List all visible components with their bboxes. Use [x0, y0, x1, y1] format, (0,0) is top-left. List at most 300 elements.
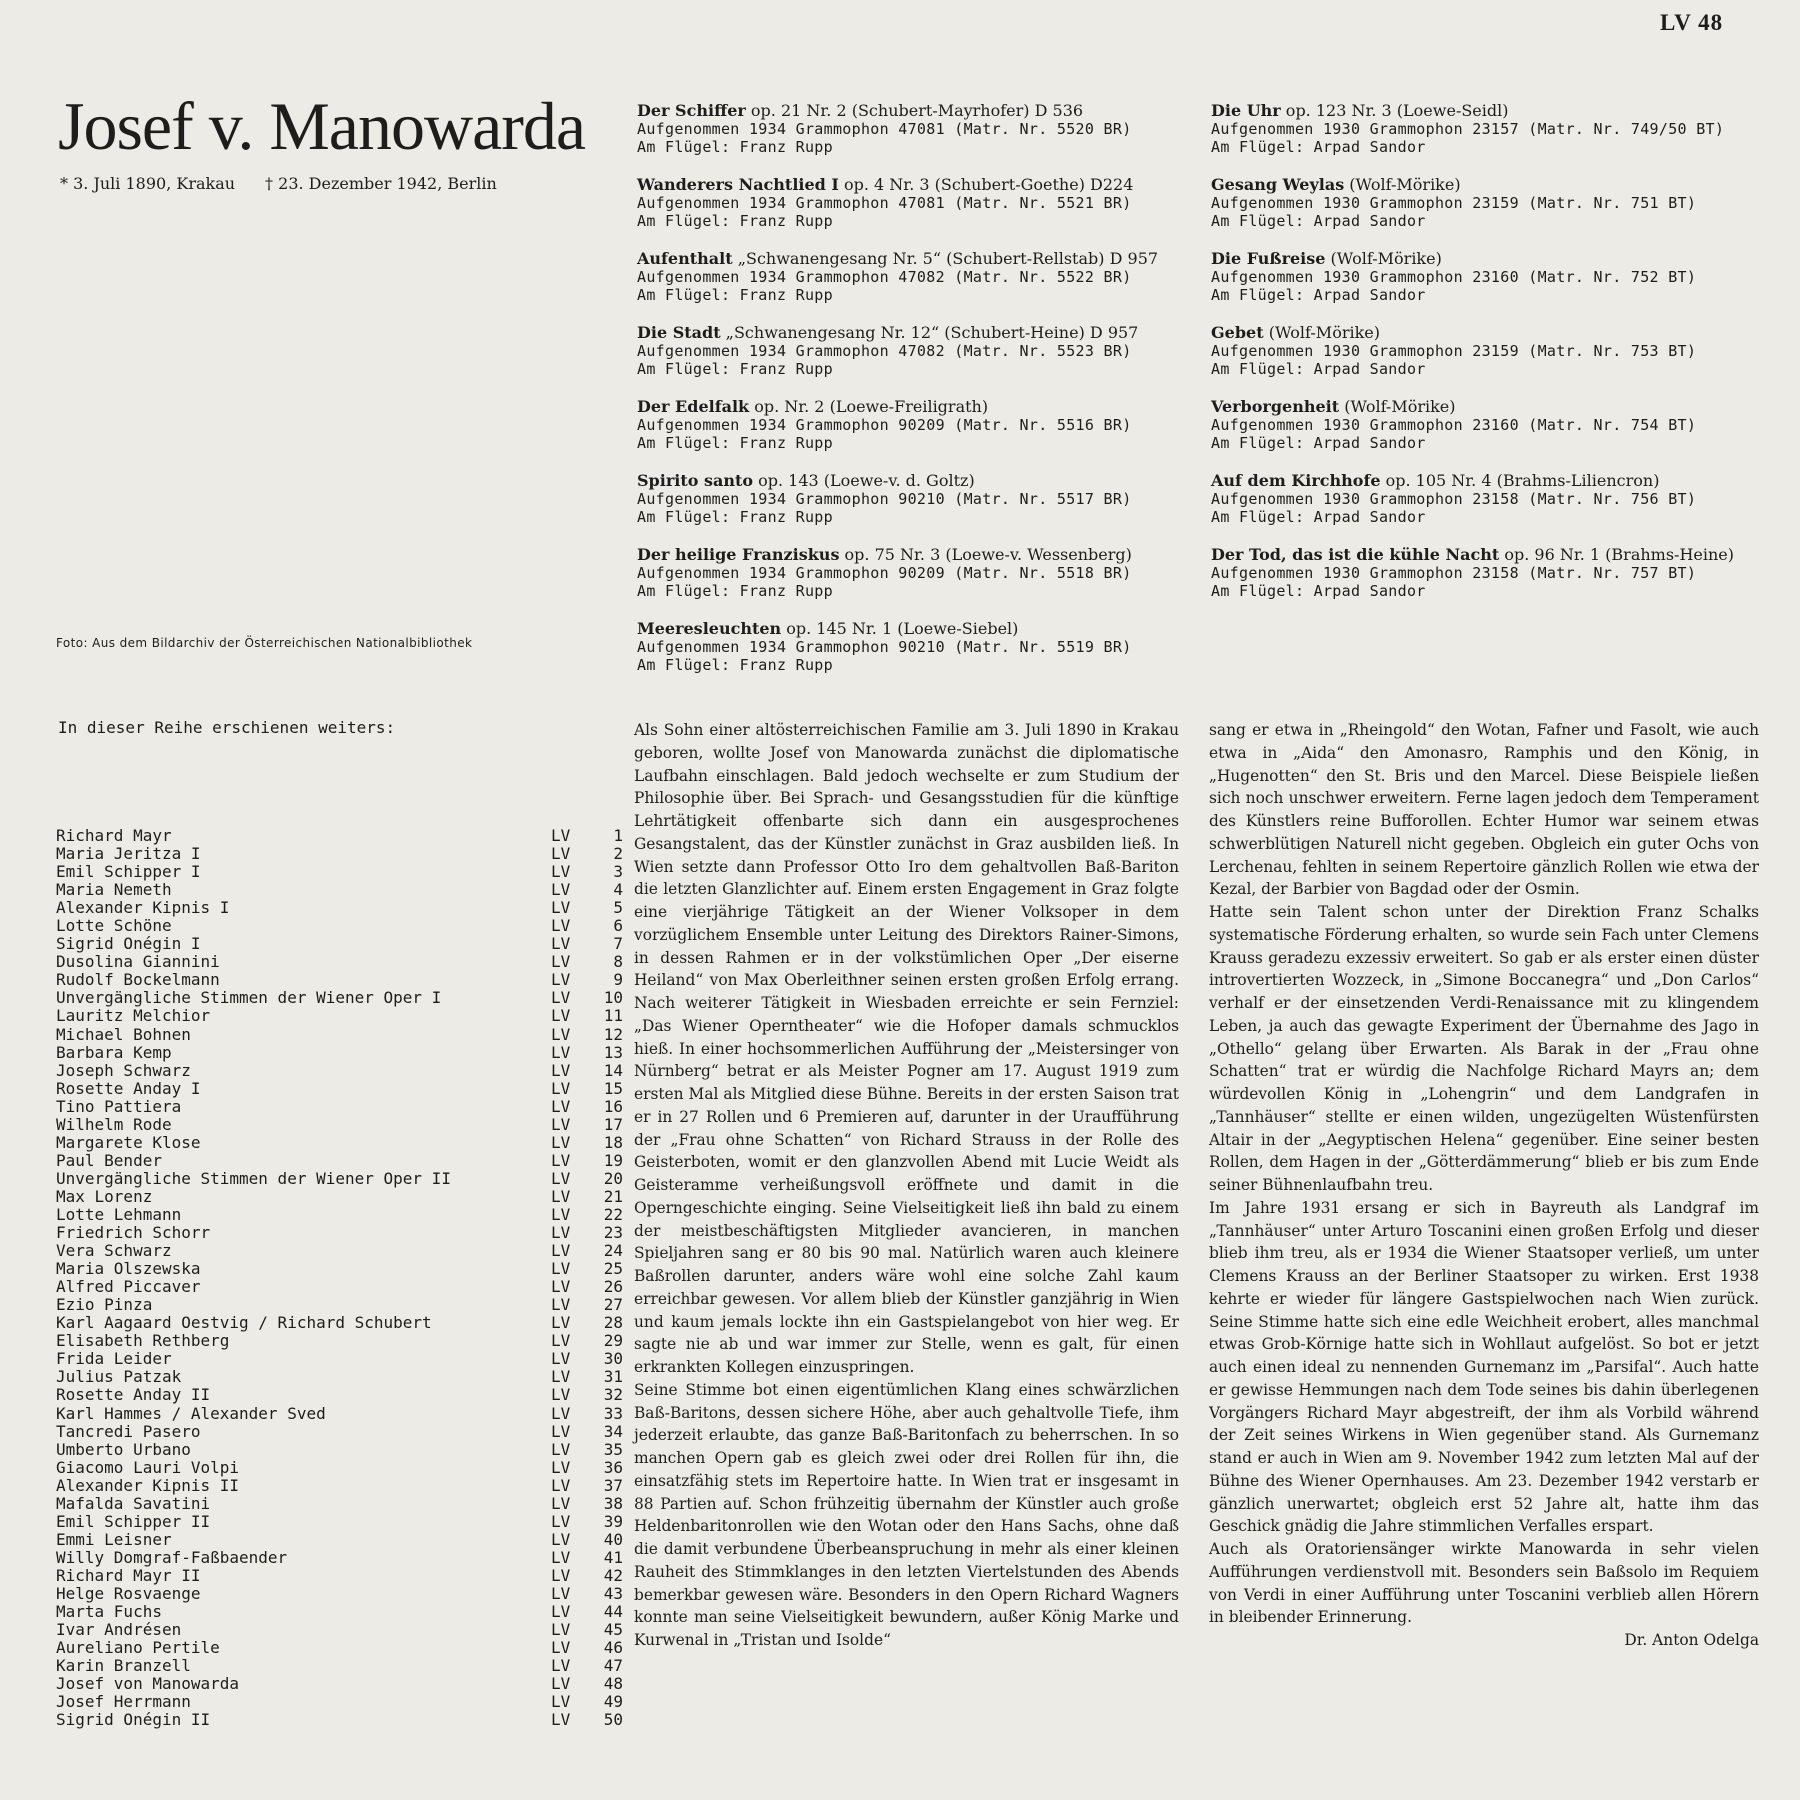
- series-row: [56, 898, 623, 918]
- series-row: [56, 1385, 623, 1405]
- series-number: 48: [603, 1674, 623, 1694]
- series-artist: Frida Leider: [56, 1349, 172, 1369]
- track-pianist: Am Flügel: Franz Rupp: [637, 582, 833, 600]
- series-number: 43: [603, 1583, 623, 1603]
- series-prefix: LV: [551, 1529, 571, 1549]
- series-row: [56, 1457, 623, 1477]
- series-row: [56, 1078, 623, 1098]
- biography-paragraph: Im Jahre 1931 ersang er sich in Bayreuth als Landgraf im „Tannhäuser“ unter Arturo Toscanini einen großen Erfolg und dieser blieb ihm treu, als er 1934 die Wiener Staatsoper verließ, um unter Clemens Krauss an der Berliner Staatsoper zu wirken. Erst 1938 kehrte er wieder für längere Gastspielwochen nach Wien zurück. Seine Stimme hatte sich eine edle Weichheit erobert, alles manchmal etwas Grob-Körnige hatte sich in Wohllaut aufgelöst. So bot er jetzt auch einen ideal zu nennenden Gurnemanz im „Parsifal“. Auch hatte er gewisse Hemmungen nach dem Tode seines bis dahin überlegenen Vorgängers Richard Mayr abgestreift, der ihm als Vorbild während der Zeit seines Wirkens in Wien gegenüber stand. Als Gurnemanz stand er auch in Wien am 9. November 1942 zum letzten Mal auf der Bühne des Wiener Opernhauses. Am 23. Dezember 1942 verstarb er gänzlich unerwartet; obgleich erst 52 Jahre alt, hatte ihm das Geschick gnädig die Jahre stimmlichen Verfalles erspart.: [1209, 1198, 1759, 1536]
- series-number: 20: [603, 1168, 623, 1188]
- series-number: 9: [613, 970, 623, 990]
- series-row: [56, 1042, 623, 1062]
- series-number: 1: [613, 826, 623, 845]
- track-entry: [637, 546, 1197, 600]
- track-entry: [1211, 176, 1771, 230]
- series-row: [56, 1475, 623, 1495]
- series-number: 25: [603, 1259, 623, 1279]
- track-pianist: Am Flügel: Franz Rupp: [637, 138, 833, 156]
- series-prefix: LV: [551, 1313, 571, 1333]
- series-number: 42: [603, 1565, 623, 1585]
- series-artist: Alfred Piccaver: [56, 1277, 201, 1297]
- series-number: 26: [603, 1277, 623, 1297]
- track-title-line: [637, 398, 1197, 416]
- track-title: Der Edelfalk: [637, 397, 750, 416]
- series-prefix: LV: [551, 1168, 571, 1188]
- series-number: 38: [603, 1493, 623, 1513]
- page-title: Josef v. Manowarda: [58, 88, 586, 164]
- series-number: 41: [603, 1547, 623, 1567]
- series-row: [56, 1204, 623, 1224]
- track-recording: Aufgenommen 1930 Grammophon 23158 (Matr. Nr. 756 BT): [1211, 490, 1697, 508]
- track-recording: Aufgenommen 1930 Grammophon 23160 (Matr. Nr. 752 BT): [1211, 268, 1697, 286]
- track-title: Der Tod, das ist die kühle Nacht: [1211, 545, 1500, 564]
- series-artist: Michael Bohnen: [56, 1024, 191, 1044]
- series-number: 3: [613, 862, 623, 882]
- series-artist: Ezio Pinza: [56, 1295, 153, 1315]
- track-title: Auf dem Kirchhofe: [1211, 471, 1381, 490]
- series-row: [56, 1331, 623, 1351]
- series-prefix: LV: [551, 1367, 571, 1387]
- series-prefix: LV: [551, 1439, 571, 1459]
- track-title-line: [1211, 176, 1771, 194]
- death-date: † 23. Dezember 1942, Berlin: [265, 174, 497, 193]
- track-title-line: [1211, 398, 1771, 416]
- track-entry: [637, 398, 1197, 452]
- series-prefix: LV: [551, 1349, 571, 1369]
- series-row: [56, 1421, 623, 1441]
- series-row: [56, 1060, 623, 1080]
- track-title-line: [1211, 250, 1771, 268]
- series-number: 22: [603, 1204, 623, 1224]
- track-title-line: [637, 250, 1197, 268]
- birth-date: * 3. Juli 1890, Krakau: [60, 174, 236, 193]
- series-artist: Julius Patzak: [56, 1367, 182, 1387]
- series-prefix: LV: [551, 1511, 571, 1531]
- track-recording: Aufgenommen 1934 Grammophon 90209 (Matr. Nr. 5518 BR): [637, 564, 1132, 582]
- photo-credit: Foto: Aus dem Bildarchiv der Österreichischen Nationalbibliothek: [56, 636, 473, 650]
- series-prefix: LV: [551, 1475, 571, 1495]
- series-artist: Ivar Andrésen: [56, 1620, 182, 1640]
- series-number: 44: [603, 1602, 623, 1622]
- series-prefix: LV: [551, 1114, 571, 1134]
- series-prefix: LV: [551, 1277, 571, 1297]
- series-row: [56, 1367, 623, 1387]
- series-number: 50: [603, 1710, 623, 1730]
- series-artist: Karl Aagaard Oestvig / Richard Schubert: [56, 1313, 432, 1333]
- track-title: Meeresleuchten: [637, 619, 782, 638]
- series-artist: Tino Pattiera: [56, 1096, 182, 1116]
- series-row: [56, 1547, 623, 1567]
- series-prefix: LV: [551, 952, 571, 972]
- series-number: 6: [613, 916, 623, 936]
- series-row: [56, 1241, 623, 1261]
- series-number: 40: [603, 1529, 623, 1549]
- series-prefix: LV: [551, 1674, 571, 1694]
- author-signature: Dr. Anton Odelga: [1624, 1631, 1759, 1649]
- series-number: 24: [603, 1241, 623, 1261]
- track-pianist: Am Flügel: Arpad Sandor: [1211, 360, 1426, 378]
- track-work-info: „Schwanengesang Nr. 12“ (Schubert-Heine) D 957: [720, 323, 1139, 342]
- series-prefix: LV: [551, 826, 571, 845]
- track-pianist: Am Flügel: Arpad Sandor: [1211, 286, 1426, 304]
- series-number: 4: [613, 880, 623, 900]
- series-prefix: LV: [551, 1331, 571, 1351]
- series-artist: Emil Schipper I: [56, 862, 201, 882]
- series-number: 35: [603, 1439, 623, 1459]
- track-title-line: [637, 620, 1197, 638]
- series-artist: Willy Domgraf-Faßbaender: [56, 1547, 288, 1567]
- series-row: [56, 1186, 623, 1206]
- series-row: [56, 934, 623, 954]
- series-artist: Aureliano Pertile: [56, 1638, 220, 1658]
- series-row: [56, 1150, 623, 1170]
- series-prefix: LV: [551, 1656, 571, 1676]
- track-title-line: [1211, 324, 1771, 342]
- track-work-info: op. 96 Nr. 1 (Brahms-Heine): [1499, 545, 1735, 564]
- series-number: 8: [613, 952, 623, 972]
- series-prefix: LV: [551, 970, 571, 990]
- series-row: [56, 1024, 623, 1044]
- series-row: [56, 826, 623, 845]
- series-prefix: LV: [551, 1024, 571, 1044]
- series-number: 34: [603, 1421, 623, 1441]
- biography-column-right: [1209, 719, 1759, 1652]
- series-prefix: LV: [551, 898, 571, 918]
- track-title-line: [637, 324, 1197, 342]
- series-number: 14: [603, 1060, 623, 1080]
- biography-paragraph: Hatte sein Talent schon unter der Direktion Franz Schalks systematische Förderung erhalten, so wurde sein Fach unter Clemens Krauss geradezu exzessiv erweitert. So gab er als erster einen düster introvertierten Wozzeck, in „Simone Boccanegra“ und „Don Carlos“ verhalf er der einsetzenden Verdi-Renaissance mit zu klingendem Leben, ja auch das gewagte Experiment der Übernahme des Jago in „Othello“ gelang über Erwarten. Als Barak in der „Frau ohne Schatten“ trat er würdig die Nachfolge Richard Mayrs an; dem würdevollen König in „Lohengrin“ und dem Landgrafen in „Tannhäuser“ stellte er einen wilden, ungezügelten Wüstenfürsten Altair in der „Aegyptischen Helena“ gegenüber. Eine seiner besten Rollen, dem Hagen in der „Götterdämmerung“ blieb er bis zum Ende seiner Bühnenlaufbahn treu.: [1209, 903, 1759, 1194]
- track-title: Aufenthalt: [637, 249, 733, 268]
- series-prefix: LV: [551, 880, 571, 900]
- track-pianist: Am Flügel: Franz Rupp: [637, 360, 833, 378]
- series-artist: Joseph Schwarz: [56, 1060, 191, 1080]
- series-row: [56, 1313, 623, 1333]
- track-title: Verborgenheit: [1211, 397, 1340, 416]
- series-prefix: LV: [551, 844, 571, 864]
- track-entry: [1211, 546, 1771, 600]
- track-recording: Aufgenommen 1934 Grammophon 90209 (Matr. Nr. 5516 BR): [637, 416, 1132, 434]
- series-row: [56, 1511, 623, 1531]
- biography-paragraph: Auch als Oratoriensänger wirkte Manowarda in sehr vielen Aufführungen verdienstvoll mit. Besonders sein Baßsolo im Requiem von Verdi in einer Aufführung unter Toscanini verblieb allen Hörern in bleibender Erinnerung.: [1209, 1540, 1759, 1627]
- series-number: 18: [603, 1132, 623, 1152]
- series-artist: Sigrid Onégin II: [56, 1710, 211, 1730]
- series-artist: Unvergängliche Stimmen der Wiener Oper II: [56, 1168, 451, 1188]
- series-artist: Maria Olszewska: [56, 1259, 201, 1279]
- track-work-info: op. 21 Nr. 2 (Schubert-Mayrhofer) D 536: [745, 101, 1084, 120]
- series-prefix: LV: [551, 1096, 571, 1116]
- series-artist: Karl Hammes / Alexander Sved: [56, 1403, 326, 1423]
- track-title: Der heilige Franziskus: [637, 545, 840, 564]
- series-artist: Friedrich Schorr: [56, 1223, 211, 1243]
- track-pianist: Am Flügel: Franz Rupp: [637, 656, 833, 674]
- biography-paragraph: Als Sohn einer altösterreichischen Familie am 3. Juli 1890 in Krakau geboren, wollte Josef von Manowarda zunächst die diplomatische Laufbahn einschlagen. Bald jedoch wechselte er zum Studium der Philosophie über. Bei Sprach- und Gesangsstudien für die künftige Lehrtätigkeit offenbarte sich dann ein ausgesprochenes Gesangstalent, das der Künstler zunächst in Graz ausbilden ließ. In Wien setzte dann Professor Otto Iro dem gehaltvollen Baß-Bariton die letzten Glanzlichter auf. Einem ersten Engagement in Graz folgte eine vierjährige Tätigkeit an der Wiener Volksoper in dem vorzüglichem Ensemble unter Leitung des Direktors Rainer-Simons, in dessen Rahmen er in der volkstümlichen Oper „Der eiserne Heiland“ von Max Oberleithner seinen ersten großen Erfolg errang. Nach weiterer Tätigkeit in Wiesbaden erreichte er sein Fernziel: „Das Wiener Operntheater“ wie die Hofoper damals schmucklos hieß. In einer hochsommerlichen Aufführung der „Meistersinger von Nürnberg“ betrat er als Meister Pogner am 17. August 1919 zum ersten Mal als Mitglied diese Bühne. Bereits in der ersten Saison trat er in 27 Rollen und 6 Premieren auf, darunter in der Uraufführung der „Frau ohne Schatten“ von Richard Strauss in der Rolle des Geisterboten, womit er den glanzvollen Abend mit Lucie Weidt als Geisteramme verheißungsvoll eröffnete und damit in die Operngeschichte einging. Seine Vielseitigkeit ließ ihn bald zu einem der meistbeschäftigsten Mitglieder avancieren, in manchen Spieljahren sang er 80 bis 90 mal. Natürlich waren auch kleinere Baßrollen darunter, anders wäre wohl eine solche Zahl kaum erreichbar gewesen. Vor allem blieb der Künstler ganzjährig in Wien und kaum jemals lockte ihn ein Gastspielangebot von hier weg. Er sagte nie ab und war immer zur Stelle, wenn es galt, für einen erkrankten Kollegen einzuspringen.: [634, 721, 1179, 1376]
- series-row: [56, 1277, 623, 1297]
- series-prefix: LV: [551, 1060, 571, 1080]
- track-list-left: [637, 102, 1197, 694]
- series-artist: Alexander Kipnis I: [56, 898, 230, 918]
- track-pianist: Am Flügel: Franz Rupp: [637, 212, 833, 230]
- series-number: 32: [603, 1385, 623, 1405]
- series-prefix: LV: [551, 862, 571, 882]
- series-number: 39: [603, 1511, 623, 1531]
- series-prefix: LV: [551, 1241, 571, 1261]
- track-title-line: [1211, 546, 1771, 564]
- series-row: [56, 1493, 623, 1513]
- track-work-info: op. 123 Nr. 3 (Loewe-Seidl): [1280, 101, 1509, 120]
- series-row: [56, 1620, 623, 1640]
- track-title-line: [637, 472, 1197, 490]
- track-entry: [637, 620, 1197, 674]
- series-prefix: LV: [551, 1204, 571, 1224]
- series-prefix: LV: [551, 1638, 571, 1658]
- series-prefix: LV: [551, 1259, 571, 1279]
- track-work-info: op. 75 Nr. 3 (Loewe-v. Wessenberg): [839, 545, 1132, 564]
- track-work-info: (Wolf-Mörike): [1339, 397, 1456, 416]
- life-dates: [60, 174, 527, 193]
- track-title: Gebet: [1211, 323, 1264, 342]
- series-row: [56, 1259, 623, 1279]
- series-number: 16: [603, 1096, 623, 1116]
- track-title: Die Stadt: [637, 323, 721, 342]
- series-row: [56, 952, 623, 972]
- track-title-line: [637, 546, 1197, 564]
- track-recording: Aufgenommen 1930 Grammophon 23158 (Matr. Nr. 757 BT): [1211, 564, 1697, 582]
- track-work-info: op. 143 (Loewe-v. d. Goltz): [753, 471, 975, 490]
- track-entry: [637, 324, 1197, 378]
- series-row: [56, 1114, 623, 1134]
- series-artist: Emmi Leisner: [56, 1529, 172, 1549]
- series-prefix: LV: [551, 1042, 571, 1062]
- series-prefix: LV: [551, 1457, 571, 1477]
- track-entry: [637, 250, 1197, 304]
- track-title: Der Schiffer: [637, 101, 746, 120]
- track-entry: [637, 102, 1197, 156]
- series-row: [56, 1583, 623, 1603]
- track-work-info: op. 4 Nr. 3 (Schubert-Goethe) D224: [838, 175, 1134, 194]
- series-artist: Max Lorenz: [56, 1186, 153, 1206]
- biography-paragraph: sang er etwa in „Rheingold“ den Wotan, Fafner und Fasolt, wie auch etwa in „Aida“ den Amonasro, Ramphis und den König, in „Hugenotten“ den St. Bris und den Marcel. Diese Beispiele ließen sich noch unschwer erweitern. Ferne lagen jedoch dem Temperament des Künstlers reine Bufforollen. Echter Humor war seinem etwas schwerblütigen Naturell nicht gegeben. Obgleich ein guter Ochs von Lerchenau, fehlten in seinem Repertoire gänzlich Rollen wie etwa der Kezal, der Barbier von Bagdad oder der Osmin.: [1209, 721, 1759, 899]
- series-row: [56, 988, 623, 1008]
- series-artist: Tancredi Pasero: [56, 1421, 201, 1441]
- series-prefix: LV: [551, 1583, 571, 1603]
- series-artist: Josef von Manowarda: [56, 1674, 240, 1694]
- track-title: Die Uhr: [1211, 101, 1281, 120]
- series-number: 27: [603, 1295, 623, 1315]
- series-artist: Sigrid Onégin I: [56, 934, 201, 954]
- series-artist: Rosette Anday I: [56, 1078, 201, 1098]
- series-number: 11: [603, 1006, 623, 1026]
- track-pianist: Am Flügel: Franz Rupp: [637, 286, 833, 304]
- track-entry: [637, 472, 1197, 526]
- series-row: [56, 1674, 623, 1694]
- series-artist: Lotte Schöne: [56, 916, 172, 936]
- track-work-info: (Wolf-Mörike): [1344, 175, 1461, 194]
- series-list: [56, 826, 623, 1730]
- track-work-info: „Schwanengesang Nr. 5“ (Schubert-Rellstab) D 957: [732, 249, 1159, 268]
- series-heading: In dieser Reihe erschienen weiters:: [58, 718, 396, 737]
- series-prefix: LV: [551, 1150, 571, 1170]
- series-artist: Paul Bender: [56, 1150, 162, 1170]
- series-artist: Lauritz Melchior: [56, 1006, 211, 1026]
- track-pianist: Am Flügel: Franz Rupp: [637, 434, 833, 452]
- series-number: 36: [603, 1457, 623, 1477]
- series-number: 13: [603, 1042, 623, 1062]
- series-prefix: LV: [551, 1403, 571, 1423]
- series-artist: Maria Jeritza I: [56, 844, 201, 864]
- track-recording: Aufgenommen 1934 Grammophon 90210 (Matr. Nr. 5517 BR): [637, 490, 1132, 508]
- series-prefix: LV: [551, 934, 571, 954]
- track-work-info: op. Nr. 2 (Loewe-Freiligrath): [749, 397, 989, 416]
- series-prefix: LV: [551, 1421, 571, 1441]
- track-recording: Aufgenommen 1934 Grammophon 47081 (Matr. Nr. 5521 BR): [637, 194, 1132, 212]
- series-artist: Richard Mayr II: [56, 1565, 201, 1585]
- series-prefix: LV: [551, 1493, 571, 1513]
- series-number: 45: [603, 1620, 623, 1640]
- series-row: [56, 1349, 623, 1369]
- track-recording: Aufgenommen 1930 Grammophon 23159 (Matr. Nr. 753 BT): [1211, 342, 1697, 360]
- series-row: [56, 1006, 623, 1026]
- track-title-line: [1211, 472, 1771, 490]
- series-number: 37: [603, 1475, 623, 1495]
- track-pianist: Am Flügel: Arpad Sandor: [1211, 138, 1426, 156]
- track-pianist: Am Flügel: Arpad Sandor: [1211, 582, 1426, 600]
- series-number: 33: [603, 1403, 623, 1423]
- track-title-line: [1211, 102, 1771, 120]
- series-row: [56, 1096, 623, 1116]
- series-number: 5: [613, 898, 623, 918]
- series-row: [56, 1602, 623, 1622]
- series-artist: Richard Mayr: [56, 826, 172, 845]
- track-title: Spirito santo: [637, 471, 754, 490]
- series-number: 31: [603, 1367, 623, 1387]
- series-row: [56, 1132, 623, 1152]
- track-entry: [637, 176, 1197, 230]
- series-artist: Rudolf Bockelmann: [56, 970, 220, 990]
- series-artist: Marta Fuchs: [56, 1602, 162, 1622]
- series-prefix: LV: [551, 1385, 571, 1405]
- series-number: 7: [613, 934, 623, 954]
- track-recording: Aufgenommen 1934 Grammophon 90210 (Matr. Nr. 5519 BR): [637, 638, 1132, 656]
- series-prefix: LV: [551, 988, 571, 1008]
- series-row: [56, 1565, 623, 1585]
- series-artist: Rosette Anday II: [56, 1385, 211, 1405]
- series-artist: Emil Schipper II: [56, 1511, 211, 1531]
- track-work-info: (Wolf-Mörike): [1325, 249, 1442, 268]
- series-row: [56, 970, 623, 990]
- series-row: [56, 1529, 623, 1549]
- series-artist: Umberto Urbano: [56, 1439, 191, 1459]
- series-number: 10: [603, 988, 623, 1008]
- series-number: 17: [603, 1114, 623, 1134]
- series-artist: Vera Schwarz: [56, 1241, 172, 1261]
- series-prefix: LV: [551, 1620, 571, 1640]
- track-recording: Aufgenommen 1930 Grammophon 23160 (Matr. Nr. 754 BT): [1211, 416, 1697, 434]
- series-artist: Wilhelm Rode: [56, 1114, 172, 1134]
- series-row: [56, 1295, 623, 1315]
- series-artist: Mafalda Savatini: [56, 1493, 211, 1513]
- track-title: Die Fußreise: [1211, 249, 1326, 268]
- track-pianist: Am Flügel: Franz Rupp: [637, 508, 833, 526]
- series-artist: Helge Rosvaenge: [56, 1583, 201, 1603]
- track-recording: Aufgenommen 1930 Grammophon 23157 (Matr. Nr. 749/50 BT): [1211, 120, 1725, 138]
- biography-paragraphs: [1209, 719, 1759, 1629]
- catalog-number: LV 48: [1660, 10, 1724, 35]
- series-number: 46: [603, 1638, 623, 1658]
- track-recording: Aufgenommen 1930 Grammophon 23159 (Matr. Nr. 751 BT): [1211, 194, 1697, 212]
- series-artist: Giacomo Lauri Volpi: [56, 1457, 240, 1477]
- series-number: 19: [603, 1150, 623, 1170]
- series-artist: Karin Branzell: [56, 1656, 191, 1676]
- series-artist: Josef Herrmann: [56, 1692, 191, 1712]
- series-prefix: LV: [551, 1602, 571, 1622]
- series-artist: Alexander Kipnis II: [56, 1475, 240, 1495]
- series-artist: Maria Nemeth: [56, 880, 172, 900]
- series-prefix: LV: [551, 1006, 571, 1026]
- series-prefix: LV: [551, 1223, 571, 1243]
- series-row: [56, 880, 623, 900]
- series-prefix: LV: [551, 1692, 571, 1712]
- series-row: [56, 1638, 623, 1658]
- series-artist: Unvergängliche Stimmen der Wiener Oper I: [56, 988, 442, 1008]
- track-title-line: [637, 176, 1197, 194]
- track-pianist: Am Flügel: Arpad Sandor: [1211, 508, 1426, 526]
- series-prefix: LV: [551, 1710, 571, 1730]
- series-number: 29: [603, 1331, 623, 1351]
- series-row: [56, 1710, 623, 1730]
- track-title: Wanderers Nachtlied I: [637, 175, 839, 194]
- series-row: [56, 1168, 623, 1188]
- series-number: 49: [603, 1692, 623, 1712]
- series-row: [56, 1403, 623, 1423]
- series-row: [56, 844, 623, 864]
- series-number: 28: [603, 1313, 623, 1333]
- series-row: [56, 1439, 623, 1459]
- track-title: Gesang Weylas: [1211, 175, 1345, 194]
- series-artist: Barbara Kemp: [56, 1042, 172, 1062]
- series-prefix: LV: [551, 1186, 571, 1206]
- track-work-info: (Wolf-Mörike): [1263, 323, 1380, 342]
- series-row: [56, 1223, 623, 1243]
- track-entry: [1211, 398, 1771, 452]
- series-row: [56, 916, 623, 936]
- track-entry: [1211, 250, 1771, 304]
- series-number: 23: [603, 1223, 623, 1243]
- series-prefix: LV: [551, 916, 571, 936]
- series-artist: Margarete Klose: [56, 1132, 201, 1152]
- track-recording: Aufgenommen 1934 Grammophon 47082 (Matr. Nr. 5522 BR): [637, 268, 1132, 286]
- series-prefix: LV: [551, 1132, 571, 1152]
- series-number: 21: [603, 1186, 623, 1206]
- series-artist: Lotte Lehmann: [56, 1204, 182, 1224]
- series-artist: Dusolina Giannini: [56, 952, 220, 972]
- series-number: 12: [603, 1024, 623, 1044]
- track-title-line: [637, 102, 1197, 120]
- track-pianist: Am Flügel: Arpad Sandor: [1211, 212, 1426, 230]
- series-number: 30: [603, 1349, 623, 1369]
- series-prefix: LV: [551, 1295, 571, 1315]
- track-work-info: op. 105 Nr. 4 (Brahms-Liliencron): [1380, 471, 1660, 490]
- track-recording: Aufgenommen 1934 Grammophon 47081 (Matr. Nr. 5520 BR): [637, 120, 1132, 138]
- track-entry: [1211, 324, 1771, 378]
- track-entry: [1211, 102, 1771, 156]
- track-list-right: [1211, 102, 1771, 620]
- series-prefix: LV: [551, 1565, 571, 1585]
- series-number: 2: [613, 844, 623, 864]
- series-row: [56, 1692, 623, 1712]
- biography-column-left: [634, 719, 1179, 1652]
- track-work-info: op. 145 Nr. 1 (Loewe-Siebel): [781, 619, 1019, 638]
- track-entry: [1211, 472, 1771, 526]
